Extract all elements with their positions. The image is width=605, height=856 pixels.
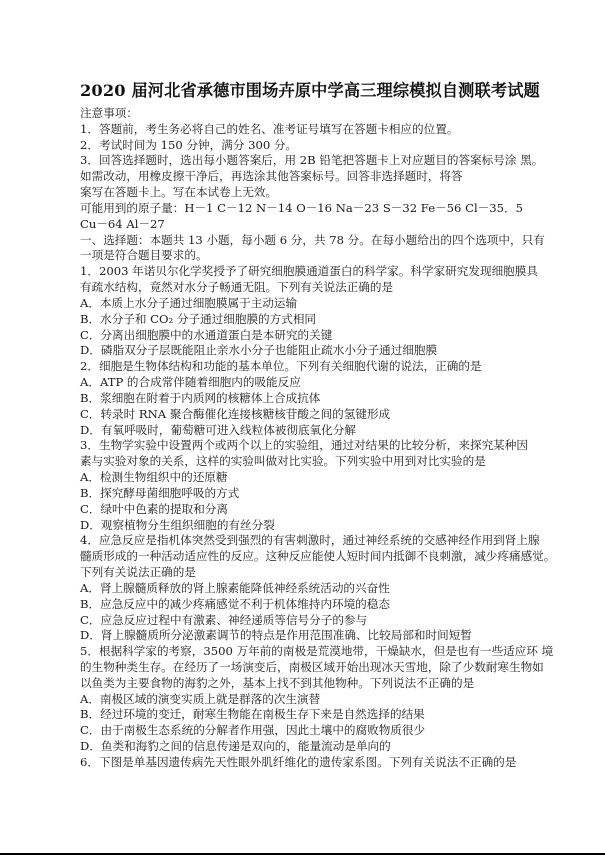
question-option: B．水分子和 CO₂ 分子通过细胞膜的方式相同 xyxy=(80,311,317,326)
exam-title: 2020 届河北省承德市围场卉原中学高三理综模拟自测联考试题 xyxy=(80,81,540,100)
question-stem: 2．细胞是生物体结构和功能的基本单位。下列有关细胞代谢的说法，正确的是 xyxy=(80,359,482,374)
question-stem: 3．生物学实验中设置两个或两个以上的实验组，通过对结果的比较分析，来探究某种因 xyxy=(80,438,528,453)
question-option: A．南极区域的演变实质上就是群落的次生演替 xyxy=(80,691,321,706)
question-stem: 5．根据科学家的考察，3500 万年前的南极是荒漠地带，干燥缺水，但是也有一些适应环 境 xyxy=(80,644,554,659)
question-stem: 6．下图是单基因遗传病先天性眼外肌纤维化的遗传家系图。下列有关说法不正确的是 xyxy=(80,754,517,769)
notice-item: 3．回答选择题时，选出每小题答案后，用 2B 铅笔把答题卡上对应题目的答案标号涂 黑。 xyxy=(80,153,544,168)
question-stem: 以鱼类为主要食物的海豹之外，基本上找不到其他物种。下列说法不正确的是 xyxy=(80,675,475,690)
question-stem: 的生物种类生存。在经历了一场演变后，南极区域开始出现冰天雪地，除了少数耐寒生物如 xyxy=(80,659,544,674)
question-stem: 有疏水结构，竟然对水分子畅通无阻。下列有关说法正确的是 xyxy=(80,280,394,295)
question-option: B．浆细胞在附着于内质网的核糖体上合成抗体 xyxy=(80,390,321,405)
question-option: D．鱼类和海豹之间的信息传递是双向的，能量流动是单向的 xyxy=(80,739,391,754)
notice-heading: 注意事项： xyxy=(80,106,138,120)
question-option: C．分离出细胞膜中的水通道蛋白是本研究的关键 xyxy=(80,327,333,342)
question-option: B．应急反应中的减少疼痛感觉不利于机体维持内环境的稳态 xyxy=(80,596,390,611)
question-stem: 4．应急反应是指机体突然受到强烈的有害刺激时，通过神经系统的交感神经作用到肾上腺 xyxy=(80,533,540,548)
question-option: A．检测生物组织中的还原糖 xyxy=(80,470,228,485)
notice-item: 案写在答题卡上。写在本试卷上无效。 xyxy=(80,185,278,200)
question-option: A．ATP 的合成常伴随着细胞内的吸能反应 xyxy=(80,375,301,390)
question-option: D．磷脂双分子层既能阻止亲水小分子也能阻止疏水小分子通过细胞膜 xyxy=(80,343,438,358)
notice-item: 如需改动，用橡皮擦干净后，再选涂其他答案标号。回答非选择题时，将答 xyxy=(80,169,463,184)
section-heading: 一、选择题：本题共 13 小题，每小题 6 分，共 78 分。在每小题给出的四个选项中，只有 xyxy=(80,232,545,247)
page-bottom-border xyxy=(0,853,605,855)
question-option: D．观察植物分生组织细胞的有丝分裂 xyxy=(80,517,275,532)
question-stem: 1．2003 年诺贝尔化学奖授予了研究细胞膜通道蛋白的科学家。科学家研究发现细胞膜具 xyxy=(80,264,538,279)
notice-item: 2．考试时间为 150 分钟，满分 300 分。 xyxy=(80,137,298,152)
question-option: B．经过环境的变迁，耐寒生物能在南极生存下来是自然选择的结果 xyxy=(80,707,425,722)
question-option: D．肾上腺髓质所分泌激素调节的特点是作用范围准确、比较局部和时间短暂 xyxy=(80,628,472,643)
question-option: C．绿叶中色素的提取和分离 xyxy=(80,501,228,516)
question-option: A．本质上水分子通过细胞膜属于主动运输 xyxy=(80,295,298,310)
question-option: C．转录时 RNA 聚合酶催化连接核糖核苷酸之间的氢键形成 xyxy=(80,406,391,421)
notice-item: 1．答题前，考生务必将自己的姓名、准考证号填写在答题卡相应的位置。 xyxy=(80,121,459,136)
question-option: A．肾上腺髓质释放的肾上腺素能降低神经系统活动的兴奋性 xyxy=(80,580,390,595)
section-heading: 一项是符合题目要求的。 xyxy=(80,248,208,263)
question-option: C．由于南极生态系统的分解者作用强，因此土壤中的腐败物质很少 xyxy=(80,723,426,738)
question-option: B．探究酵母菌细胞呼吸的方式 xyxy=(80,485,240,500)
exam-body xyxy=(80,106,556,771)
question-stem: 素与实验对象的关系，这样的实验叫做对比实验。下列实验中用到对比实验的是 xyxy=(80,454,486,469)
atomic-masses: 可能用到的原子量：H－1 C－12 N－14 O－16 Na－23 S－32 Fe－56 Cl－35．5 xyxy=(80,200,523,215)
question-option: C．应急反应过程中有激素、神经递质等信号分子的参与 xyxy=(80,612,368,627)
question-stem: 下列有关说法正确的是 xyxy=(80,565,196,580)
question-option: D．有氧呼吸时，葡萄糖可进入线粒体被彻底氧化分解 xyxy=(80,422,356,437)
atomic-masses: Cu－64 Al－27 xyxy=(80,216,165,231)
question-stem: 髓质形成的一种活动适应性的反应。这种反应能使人短时间内抵御不良刺激，减少疼痛感觉。 xyxy=(80,549,556,564)
